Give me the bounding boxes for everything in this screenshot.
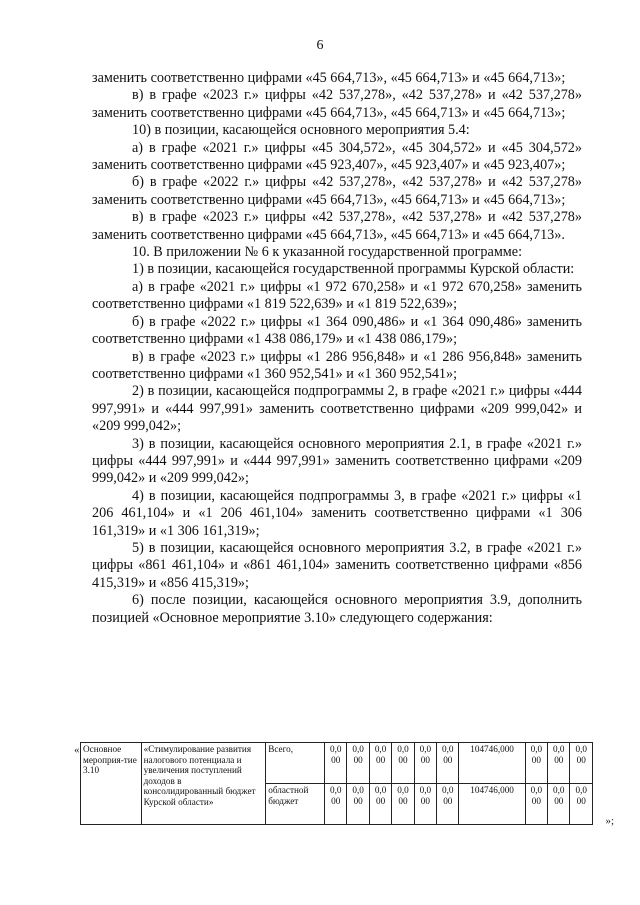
- table-row: [81, 743, 593, 784]
- value-cell: 0,0 00: [325, 743, 347, 784]
- value-cell: 0,0 00: [570, 743, 593, 784]
- paragraph: а) в графе «2021 г.» цифры «45 304,572», «45 304,572» и «45 304,572» заменить соответственно цифрами «45 923,407», «45 923,407» и «45 923,407»;: [92, 139, 582, 174]
- paragraph: 2) в позиции, касающейся подпрограммы 2, в графе «2021 г.» цифры «444 997,991» и «444 997,991» заменить соответственно цифрами «209 999,042» и «209 999,042»;: [92, 383, 582, 435]
- paragraph: в) в графе «2023 г.» цифры «1 286 956,848» и «1 286 956,848» заменить соответственно цифрами «1 360 952,541» и «1 360 952,541»;: [92, 348, 582, 382]
- paragraph: 5) в позиции, касающейся основного мероприятия 3.2, в графе «2021 г.» цифры «861 461,104» и «861 461,104» заменить соответственно цифрами «856 415,319» и «856 415,319»;: [92, 539, 582, 591]
- paragraph: 10. В приложении № 6 к указанной государственной программе:: [132, 244, 523, 261]
- inserted-position-table-block: [74, 742, 614, 827]
- paragraph: 1) в позиции, касающейся государственной программы Курской области:: [132, 261, 575, 278]
- value-cell: 0,0 00: [437, 784, 459, 825]
- paragraph: б) в графе «2022 г.» цифры «1 364 090,486» и «1 364 090,486» заменить соответственно цифрами «1 438 086,179» и «1 438 086,179»;: [92, 313, 582, 348]
- paragraph: 10) в позиции, касающейся основного мероприятия 5.4:: [132, 122, 470, 139]
- value-cell: 0,0 00: [414, 743, 436, 784]
- page-number: 6: [316, 38, 324, 53]
- measure-name-cell: «Стимулирование развития налогового потенциала и увеличения поступлений доходов в консолидированный бюджет Курской области»: [141, 743, 266, 825]
- paragraph: заменить соответственно цифрами «45 664,713», «45 664,713» и «45 664,713»;: [92, 70, 566, 86]
- paragraph: б) в графе «2022 г.» цифры «42 537,278», «42 537,278» и «42 537,278» заменить соответственно цифрами «45 664,713», «45 664,713» и «45 664,713»;: [92, 174, 582, 208]
- funding-source-cell: Всего,: [266, 743, 325, 784]
- value-cell: 0,0 00: [548, 784, 570, 825]
- inserted-position-table: [80, 742, 593, 825]
- document-body: [92, 70, 582, 627]
- value-cell: 0,0 00: [392, 743, 414, 784]
- paragraph: 3) в позиции, касающейся основного мероприятия 2.1, в графе «2021 г.» цифры «444 997,991» и «444 997,991» заменить соответственно цифрами «209 999,042» и «209 999,042»;: [92, 435, 582, 487]
- paragraph: в) в графе «2023 г.» цифры «42 537,278», «42 537,278» и «42 537,278» заменить соответственно цифрами «45 664,713», «45 664,713» и «45 664,713»;: [92, 87, 582, 121]
- paragraph: а) в графе «2021 г.» цифры «1 972 670,258» и «1 972 670,258» заменить соответственно цифрами «1 819 522,639» и «1 819 522,639»;: [92, 278, 582, 313]
- paragraph: в) в графе «2023 г.» цифры «42 537,278», «42 537,278» и «42 537,278» заменить соответственно цифрами «45 664,713», «45 664,713» и «45 664,713».: [92, 209, 582, 243]
- value-cell: 0,0 00: [570, 784, 593, 825]
- value-cell: 0,0 00: [392, 784, 414, 825]
- paragraph: 6) после позиции, касающейся основного мероприятия 3.9, дополнить позицией «Основное мероприятие 3.10» следующего содержания:: [92, 592, 582, 626]
- funding-source-cell: областной бюджет: [266, 784, 325, 825]
- value-cell: 0,0 00: [369, 784, 391, 825]
- value-cell: 0,0 00: [347, 784, 369, 825]
- paragraph: 4) в позиции, касающейся подпрограммы 3, в графе «2021 г.» цифры «1 206 461,104» и «1 206 461,104» заменить соответственно цифрами «1 306 161,319» и «1 306 161,319»;: [92, 487, 582, 539]
- value-cell: 0,0 00: [548, 743, 570, 784]
- total-value-cell: 104746,000: [459, 743, 525, 784]
- table-close-quote: »;: [605, 815, 614, 827]
- value-cell: 0,0 00: [414, 784, 436, 825]
- value-cell: 0,0 00: [325, 784, 347, 825]
- value-cell: 0,0 00: [347, 743, 369, 784]
- value-cell: 0,0 00: [525, 784, 547, 825]
- value-cell: 0,0 00: [525, 743, 547, 784]
- value-cell: 0,0 00: [437, 743, 459, 784]
- table-open-quote: «: [74, 744, 80, 756]
- total-value-cell: 104746,000: [459, 784, 525, 825]
- value-cell: 0,0 00: [369, 743, 391, 784]
- measure-cell: Основное мероприя-тие 3.10: [81, 743, 142, 825]
